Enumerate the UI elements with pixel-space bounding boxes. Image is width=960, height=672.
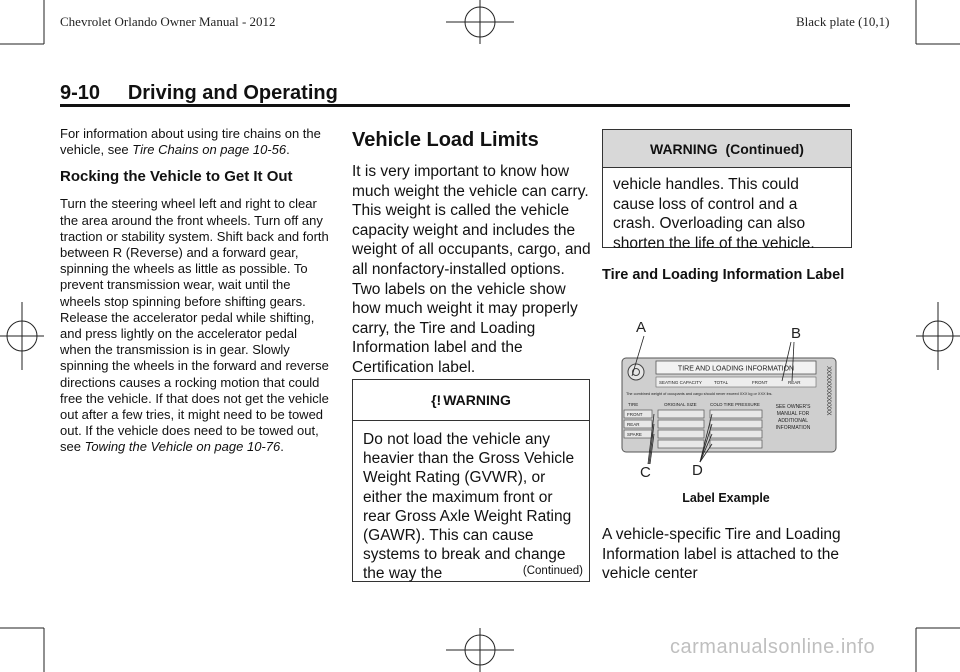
warning-icon: {! bbox=[431, 392, 442, 408]
paragraph-load-limits: It is very important to know how much weight the vehicle can carry. This weight is called the vehicle capacity weight and includes the weight of all occupants, cargo, and all nonfactory-installed options. Two labels on the vehicle show how much weight it may properly carry, the Tire and Loading Information label and the Certification label. bbox=[352, 163, 591, 376]
paragraph-tire-label: A vehicle-specific Tire and Loading Information label is attached to the vehicle center bbox=[602, 526, 841, 583]
label-row-front: FRONT bbox=[627, 412, 643, 417]
label-see-manual-3: ADDITIONAL bbox=[777, 418, 809, 424]
callout-a: A bbox=[636, 319, 647, 336]
heading-rocking: Rocking the Vehicle to Get It Out bbox=[60, 168, 293, 186]
figure-caption: Label Example bbox=[682, 491, 770, 505]
column-middle bbox=[352, 128, 592, 378]
tire-label-figure bbox=[612, 318, 846, 488]
label-title: TIRE AND LOADING INFORMATION bbox=[677, 365, 795, 373]
label-col-cold-pressure: COLD TIRE PRESSURE bbox=[710, 402, 760, 407]
warning-header bbox=[353, 380, 589, 421]
link-towing[interactable]: Towing the Vehicle on page 10-76 bbox=[84, 439, 281, 455]
label-see-manual-2: MANUAL FOR bbox=[776, 411, 810, 417]
label-combined-weight: The combined weight of occupants and cargo should never exceed XXX kg or XXX lbs. bbox=[626, 392, 773, 396]
label-col-original-size: ORIGINAL SIZE bbox=[664, 402, 697, 407]
label-seating-capacity: SEATING CAPACITY bbox=[659, 380, 702, 385]
warning-continued-box bbox=[602, 129, 852, 252]
label-row-spare: SPARE bbox=[627, 432, 642, 437]
label-row-rear: REAR bbox=[627, 422, 640, 427]
label-total: TOTAL bbox=[714, 380, 729, 385]
callout-c: C bbox=[640, 464, 651, 481]
label-front: FRONT bbox=[752, 380, 768, 385]
tire-icon bbox=[628, 364, 644, 380]
warning-continued-header: WARNING (Continued) bbox=[603, 130, 851, 168]
column-left bbox=[60, 126, 330, 466]
warning-box bbox=[352, 379, 590, 582]
header-rule bbox=[60, 104, 850, 107]
warning-title: WARNING bbox=[443, 392, 511, 408]
paragraph-tire-chains: For information about using tire chains on the vehicle, see Tire Chains on page 10-56. bbox=[60, 126, 321, 158]
warning-body: Do not load the vehicle any heavier than the Gross Vehicle Weight Rating (GVWR), or either the maximum front or rear Gross Axle Weight Rating (GAWR). This can cause systems to break and change the way the bbox=[363, 431, 575, 583]
paragraph-rocking: Turn the steering wheel left and right to clear the area around the front wheels. Turn off any traction or stability system. Shift back and forth between R (Reverse) and a forward gear, spinning the wheels as little as possible. To prevent transmission wear, wait until the wheels stop spinning before shifting gears. Release the accelerator pedal while shifting, and press lightly on the accelerator pedal when the transmission is in gear. Slowly spinning the wheels in the forward and reverse directions causes a rocking motion that could free the vehicle. If that does not get the vehicle out after a few tries, it might need to be towed out. If the vehicle does need to be towed out, see Towing the Vehicle on page 10-76. bbox=[60, 196, 329, 455]
warning-continued: (Continued) bbox=[522, 565, 583, 577]
label-col-tire: TIRE bbox=[628, 402, 639, 407]
heading-tire-label: Tire and Loading Information Label bbox=[602, 267, 845, 283]
callout-d: D bbox=[692, 462, 703, 479]
plate-left: Chevrolet Orlando Owner Manual - 2012 bbox=[60, 14, 276, 29]
heading-load-limits: Vehicle Load Limits bbox=[352, 129, 539, 151]
label-see-manual-4: INFORMATION bbox=[775, 425, 811, 431]
link-tire-chains[interactable]: Tire Chains on page 10-56 bbox=[132, 142, 287, 158]
page-title: 9-10 Driving and Operating bbox=[60, 82, 338, 104]
label-see-manual-1: SEE OWNER'S bbox=[775, 404, 811, 410]
warning-continued-body: vehicle handles. This could cause loss of control and a crash. Overloading can also shorten the life of the vehicle. bbox=[613, 176, 815, 252]
label-rear: REAR bbox=[788, 380, 801, 385]
callout-b: B bbox=[791, 325, 802, 342]
plate-right: Black plate (10,1) bbox=[796, 14, 890, 29]
watermark: carmanualsonline.info bbox=[670, 636, 876, 658]
label-x-column: XXXXXXXXXXXXXX bbox=[825, 366, 831, 416]
